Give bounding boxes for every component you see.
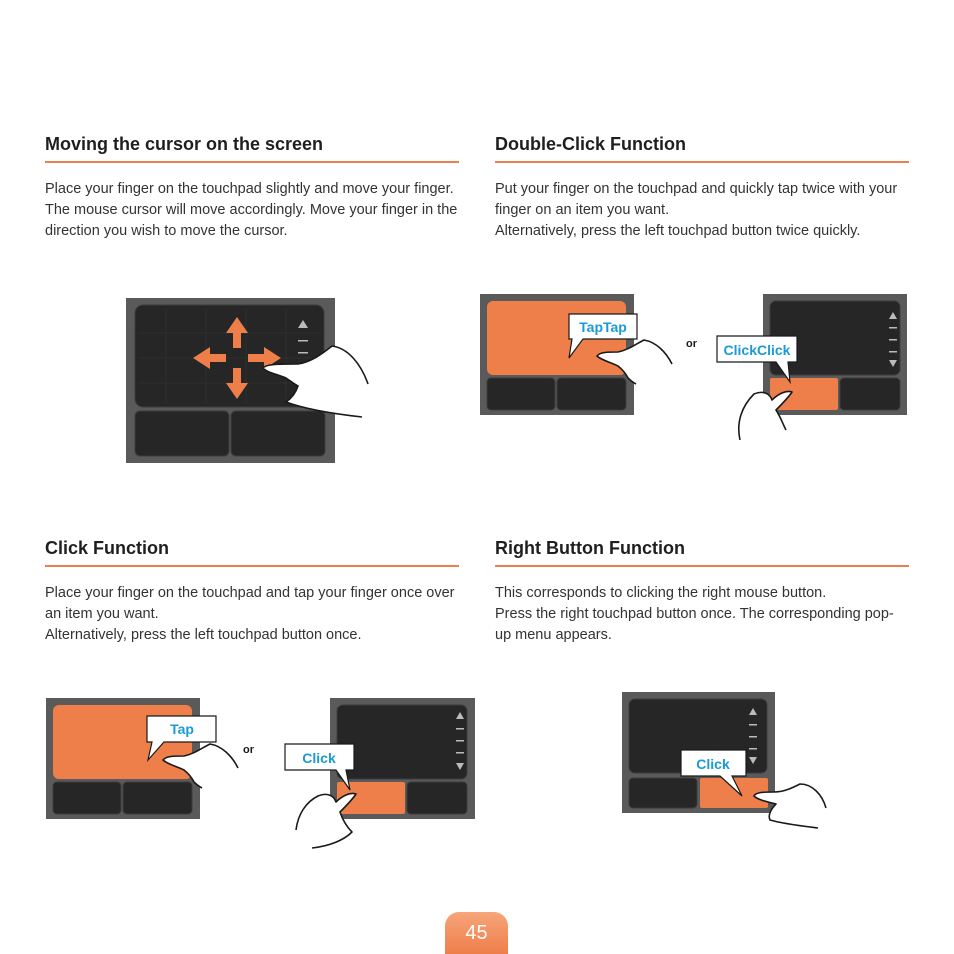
touchpad-move-illustration (126, 298, 371, 464)
section-click (45, 538, 459, 646)
section-right-button (495, 538, 909, 646)
touchpad-tap-illustration (46, 698, 241, 820)
speech-bubble (717, 336, 797, 382)
hand-icon (739, 391, 792, 440)
section-body: Put your finger on the touchpad and quickly tap twice with your finger on an item you want. Alternatively, press the left touchpad button twice quickly. (495, 181, 898, 239)
section-title: Double-Click Function (495, 134, 909, 163)
svg-text:ClickClick: ClickClick (723, 342, 791, 358)
svg-text:TapTap: TapTap (579, 319, 627, 335)
touchpad-double-click-illustration (716, 294, 908, 444)
or-label (684, 336, 704, 350)
section-body: Place your finger on the touchpad and tap your finger once over an item you want. Alternatively, press the left touchpad button once. (45, 585, 455, 643)
section-double-click (495, 134, 909, 242)
section-moving-cursor (45, 134, 459, 242)
or-label (241, 742, 261, 756)
section-title: Click Function (45, 538, 459, 567)
svg-text:Click: Click (302, 750, 336, 766)
svg-text:or: or (243, 744, 254, 756)
touchpad-double-tap-illustration (480, 294, 675, 416)
section-title: Right Button Function (495, 538, 909, 567)
svg-text:Tap: Tap (170, 721, 194, 737)
touchpad-click-illustration (284, 698, 476, 858)
section-body: This corresponds to clicking the right mouse button. Press the right touchpad button once. The corresponding pop-up menu appears. (495, 585, 894, 643)
hand-icon (296, 793, 356, 848)
section-body: Place your finger on the touchpad slightly and move your finger. The mouse cursor will move accordingly. Move your finger in the direction you wish to move the cursor. (45, 181, 458, 239)
page-number: 45 (445, 912, 508, 954)
section-title: Moving the cursor on the screen (45, 134, 459, 163)
touchpad-right-click-illustration (622, 692, 832, 832)
svg-text:or: or (686, 338, 697, 350)
svg-text:Click: Click (696, 756, 730, 772)
